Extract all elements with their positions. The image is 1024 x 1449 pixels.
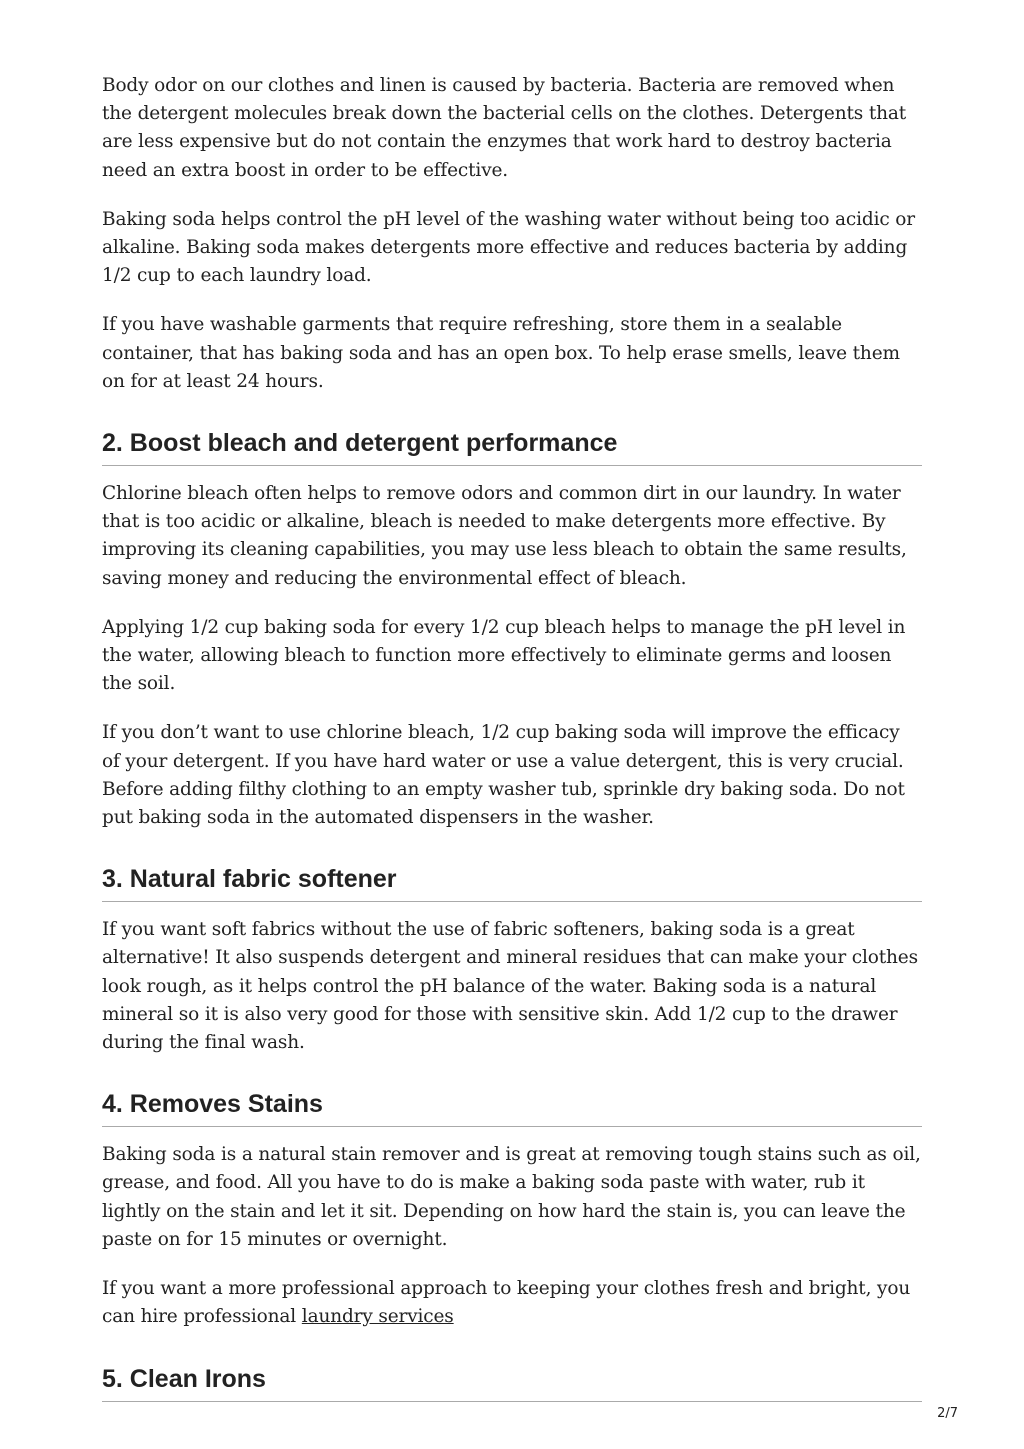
section-heading-fabric-softener: 3. Natural fabric softener <box>102 864 922 902</box>
section-heading-boost-bleach: 2. Boost bleach and detergent performance <box>102 428 922 466</box>
section3-paragraph-1: If you want soft fabrics without the use of fabric softeners, baking soda is a great alternative! It also suspends detergent and mineral residues that can make your clothes look rough, as it helps control the pH balance of the water. Baking soda is a natural mineral so it is also very good for those with sensitive skin. Add 1/2 cup to the drawer during the final wash. <box>102 919 918 1054</box>
section2-paragraph-1: Chlorine bleach often helps to remove odors and common dirt in our laundry. In water that is too acidic or alkaline, bleach is needed to make detergents more effective. By improving its cleaning capabilities, you may use less bleach to obtain the same results, saving money and reducing the environmental effect of bleach. <box>102 483 907 589</box>
article-body <box>102 72 922 1402</box>
section2-paragraph-3: If you don’t want to use chlorine bleach, 1/2 cup baking soda will improve the efficacy of your detergent. If you have hard water or use a value detergent, this is very crucial. Before adding filthy clothing to an empty washer tub, sprinkle dry baking soda. Do not put baking soda in the automated dispensers in the washer. <box>102 722 905 829</box>
section-heading-removes-stains: 4. Removes Stains <box>102 1089 922 1127</box>
intro-paragraph-3: If you have washable garments that require refreshing, store them in a sealable container, that has baking soda and has an open box. To help erase smells, leave them on for at least 24 hours. <box>102 314 900 392</box>
section4-closing-paragraph <box>102 1275 922 1331</box>
section4-closing-text: If you want a more professional approach to keeping your clothes fresh and bright, you can hire professional <box>102 1278 911 1328</box>
laundry-services-link[interactable]: laundry services <box>301 1306 454 1328</box>
section4-paragraph-1: Baking soda is a natural stain remover and is great at removing tough stains such as oil, grease, and food. All you have to do is make a baking soda paste with water, rub it lightly on the stain and let it sit. Depending on how hard the stain is, you can leave the paste on for 15 minutes or overnight. <box>102 1144 921 1250</box>
intro-paragraph-2: Baking soda helps control the pH level of the washing water without being too acidic or alkaline. Baking soda makes detergents more effective and reduces bacteria by adding 1/2 cup to each laundry load. <box>102 208 915 287</box>
section-heading-clean-irons: 5. Clean Irons <box>102 1364 922 1402</box>
section2-paragraph-2: Applying 1/2 cup baking soda for every 1/2 cup bleach helps to manage the pH level in the water, allowing bleach to function more effectively to eliminate germs and loosen the soil. <box>102 616 906 695</box>
page-number: 2/7 <box>937 1406 958 1421</box>
intro-paragraph-1: Body odor on our clothes and linen is caused by bacteria. Bacteria are removed when the detergent molecules break down the bacterial cells on the clothes. Detergents that are less expensive but do not contain the enzymes that work hard to destroy bacteria need an extra boost in order to be effective. <box>102 75 907 181</box>
